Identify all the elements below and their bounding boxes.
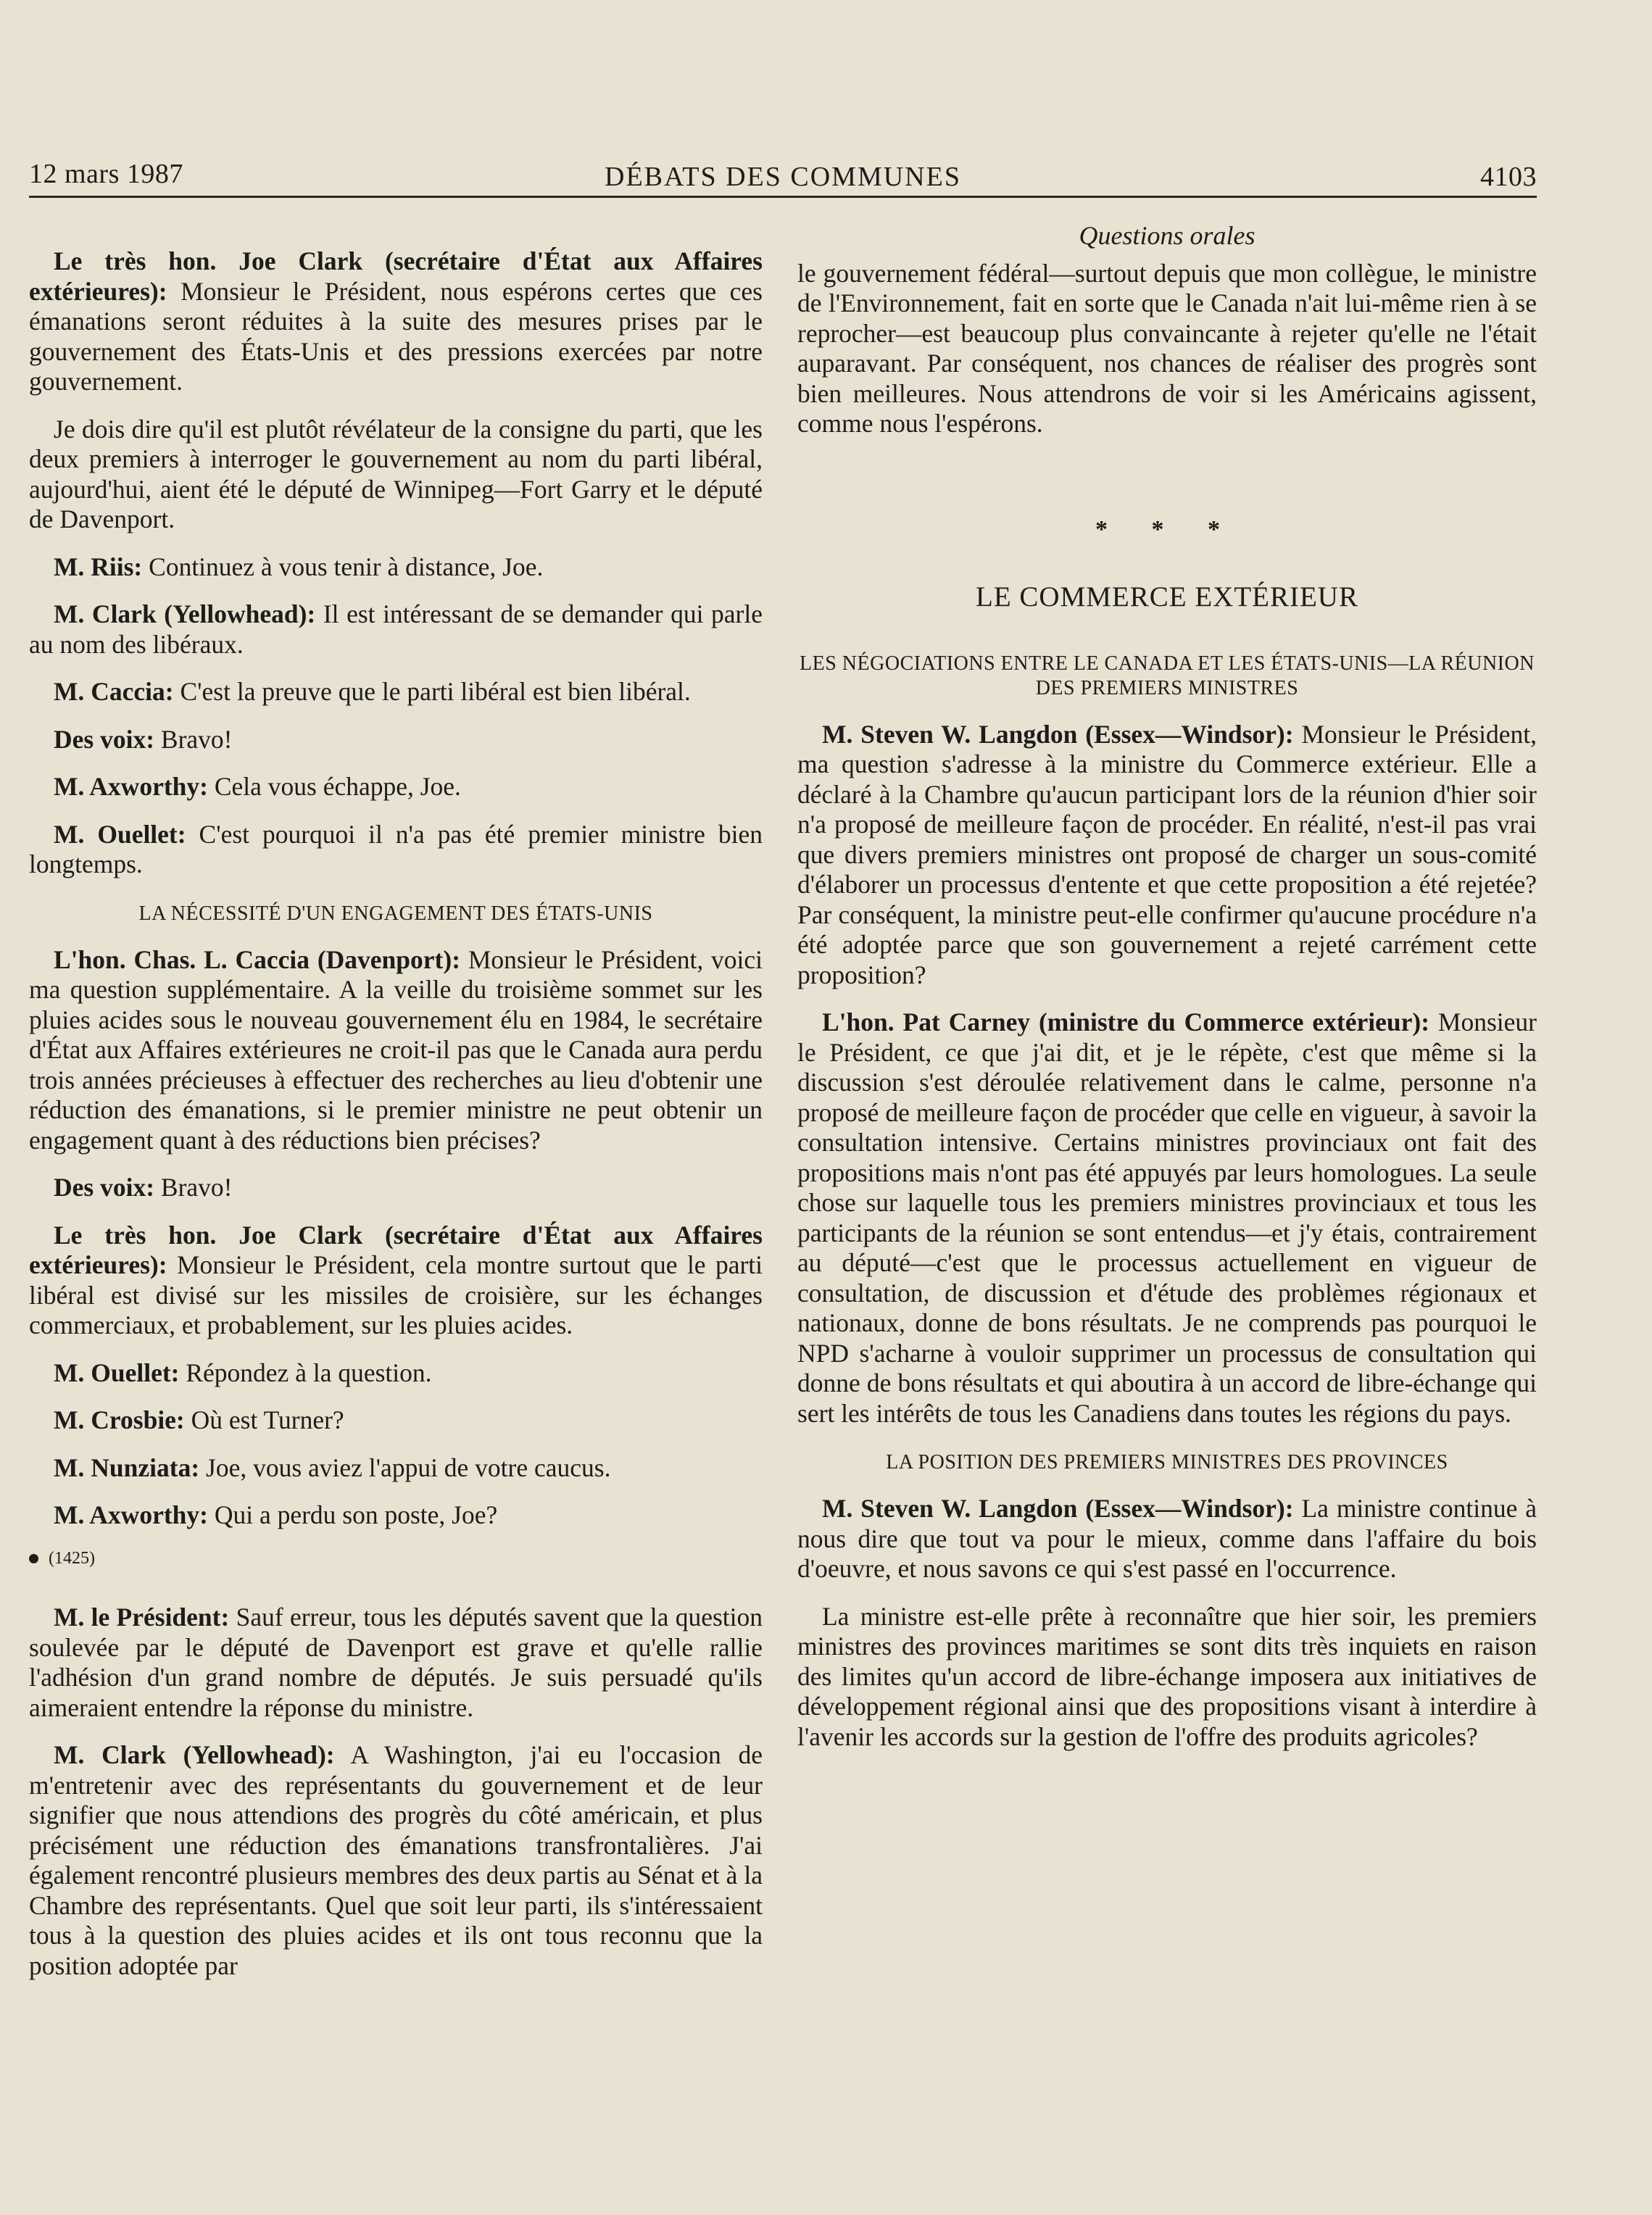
page-number: 4103 (1480, 162, 1537, 192)
subheading: LES NÉGOCIATIONS ENTRE LE CANADA ET LES ÉTATS-UNIS—LA RÉUNION DES PREMIERS MINISTRES (800, 652, 1535, 699)
speaker-name: M. le Président: (54, 1603, 230, 1632)
speech-text: Continuez à vous tenir à distance, Joe. (149, 552, 544, 581)
speaker-name: Le très hon. Joe Clark (secrétaire d'État aux Affaires extérieures): (29, 1220, 763, 1279)
speech-text: Répondez à la question. (186, 1358, 432, 1387)
page-header (29, 158, 1537, 201)
speech-text: Bravo! (160, 1173, 233, 1202)
speech-text: Qui a perdu son poste, Joe? (214, 1500, 498, 1529)
speaker-name: M. Ouellet: (54, 1358, 180, 1387)
speaker-name: M. Axworthy: (54, 772, 208, 801)
page-date: 12 mars 1987 (29, 159, 183, 189)
speaker-name: M. Ouellet: (54, 819, 186, 849)
speech-text: A Washington, j'ai eu l'occasion de m'entretenir avec des représentants du gouvernement et de leur signifier que nous attendions des progrès du côté américain, et plus précisément une réduction des émanations transfrontalières. J'ai également rencontré plusieurs membres des deux partis au Sénat et à la Chambre des représentants. Quel que soit leur parti, ils s'intéressaient tous à la question des pluies acides et ils ont tous reconnu que la position adoptée par (29, 1740, 763, 1980)
continuation-paragraph: le gouvernement fédéral—surtout depuis que mon collègue, le ministre de l'Environnement, fait en sorte que le Canada n'ait lui-même rien à se reprocher—est beaucoup plus convaincante à rejeter qu'elle ne l'était auparavant. Par conséquent, nos chances de réaliser des progrès sont bien meilleures. Nous attendrons de voir si les Américains agissent, comme nous l'espérons. (797, 258, 1537, 438)
time-marker (29, 1544, 763, 1574)
speech-text: Monsieur le Président, voici ma question supplémentaire. A la veille du troisième sommet sur les pluies acides sous le nouveau gouvernement élu en 1984, le secrétaire d'État aux Affaires extérieures ne croit-il pas que le Canada aura perdu trois années précieuses à effectuer des recherches au lieu d'obtenir une réduction des émanations, si le premier ministre ne peut obtenir un engagement quant à des réductions bien précises? (29, 944, 763, 1155)
speaker-name: M. Steven W. Langdon (Essex—Windsor): (822, 719, 1294, 749)
speaker-name: Le très hon. Joe Clark (secrétaire d'État aux Affaires extérieures): (29, 246, 763, 306)
paragraph: La ministre est-elle prête à reconnaître que hier soir, les premiers ministres des provinces maritimes se sont dits très inquiets en raison des limites qu'un accord de libre-échange imposera aux initiatives de développement régional ainsi que des propositions visant à interdire à l'avenir les accords sur la gestion de l'offre des produits agricoles? (797, 1601, 1537, 1751)
subheading: LA POSITION DES PREMIERS MINISTRES DES PROVINCES (886, 1451, 1448, 1474)
speech-text: Cela vous échappe, Joe. (214, 772, 461, 801)
right-column-body (797, 259, 1537, 1753)
speaker-name: M. Axworthy: (54, 1500, 208, 1529)
speaker-name: M. Steven W. Langdon (Essex—Windsor): (822, 1494, 1294, 1523)
speech-paragraph (29, 246, 763, 397)
subheading: LA NÉCESSITÉ D'UN ENGAGEMENT DES ÉTATS-UNIS (138, 902, 653, 925)
speech-text: Bravo! (160, 724, 233, 754)
speech-paragraph (797, 1494, 1537, 1584)
speech-paragraph (29, 1603, 763, 1723)
speaker-name: L'hon. Chas. L. Caccia (Davenport): (54, 944, 461, 974)
speech-paragraph (29, 725, 763, 755)
speaker-name: M. Riis: (54, 552, 143, 581)
section-separator: * * * (1095, 515, 1239, 543)
speech-paragraph (29, 599, 763, 660)
speech-paragraph (29, 820, 763, 880)
speech-paragraph (29, 677, 763, 707)
speaker-name: Des voix: (54, 1173, 155, 1202)
speech-text: Monsieur le Président, ma question s'adresse à la ministre du Commerce extérieur. Elle a déclaré à la Chambre qu'aucun participant lors de la réunion d'hier soir n'a proposé de meilleure façon de procéder. En réalité, n'est-il pas vrai que divers premiers ministres ont proposé de charger un sous-comité d'élaborer un processus d'entente et que cette proposition a été rejetée? Par conséquent, la ministre peut-elle confirmer qu'aucune procédure n'a été adoptée parce que son gouvernement a rejeté carrément cette proposition? (797, 719, 1537, 989)
speech-paragraph (29, 552, 763, 583)
speech-text: C'est la preuve que le parti libéral est bien libéral. (180, 677, 691, 706)
section-title: Questions orales (1079, 221, 1255, 250)
speech-paragraph (29, 1500, 763, 1531)
speech-text: Monsieur le Président, ce que j'ai dit, et je le répète, c'est que même si la discussion s'est déroulée relativement dans le calme, personne n'a proposé de meilleure façon de procéder que celle en vigueur, à savoir la consultation intensive. Certains ministres provinciaux ont fait des propositions mais n'ont pas été appuyés par leurs homologues. La seule chose sur laquelle tous les premiers ministres provinciaux et tous les participants de la réunion se sont entendus—et j'y étais, contrairement au député—c'est que le processus actuellement en vigueur de consultation, de discussion et d'étude des problèmes régionaux et nationaux, donne de bons résultats. Je ne comprends pas pourquoi le NPD s'acharne à vouloir supprimer un processus de consultation qui donne de bons résultats et qui aboutira à un accord de libre-échange qui sert les intérêts de tous les Canadiens dans toutes les régions du pays. (797, 1007, 1537, 1428)
speech-paragraph (797, 720, 1537, 991)
speaker-name: M. Clark (Yellowhead): (54, 1740, 335, 1769)
speech-paragraph (797, 1007, 1537, 1429)
speech-paragraph (29, 1453, 763, 1484)
speech-paragraph (29, 1405, 763, 1436)
header-rule (29, 196, 1537, 198)
speaker-name: M. Nunziata: (54, 1453, 200, 1482)
time-stamp: (1425) (49, 1548, 95, 1568)
speech-text: La ministre continue à nous dire que tout va pour le mieux, comme dans l'affaire du bois d'oeuvre, et nous savons ce qui s'est passé en l'occurrence. (797, 1494, 1537, 1583)
speech-text: Où est Turner? (191, 1405, 344, 1434)
speech-paragraph (29, 945, 763, 1156)
bullet-icon (29, 1554, 38, 1563)
speech-text: Monsieur le Président, cela montre surtout que le parti libéral est divisé sur les missiles de croisière, sur les échanges commerciaux, et probablement, sur les pluies acides. (29, 1250, 763, 1339)
paragraph: Je dois dire qu'il est plutôt révélateur de la consigne du parti, que les deux premiers à interroger le gouvernement au nom du parti libéral, aujourd'hui, aient été le député de Winnipeg—Fort Garry et le député de Davenport. (29, 414, 763, 533)
speech-text: C'est pourquoi il n'a pas été premier ministre bien longtemps. (29, 819, 763, 878)
right-column (797, 221, 1537, 1769)
speaker-name: M. Crosbie: (54, 1405, 185, 1434)
speaker-name: Des voix: (54, 724, 155, 754)
speech-paragraph (29, 1173, 763, 1203)
speech-paragraph (29, 1740, 763, 1981)
speaker-name: L'hon. Pat Carney (ministre du Commerce extérieur): (822, 1007, 1430, 1036)
speech-text: Il est intéressant de se demander qui parle au nom des libéraux. (29, 599, 763, 659)
speech-paragraph (29, 772, 763, 802)
speech-text: Sauf erreur, tous les députés savent que la question soulevée par le député de Davenport est grave et qu'elle rallie l'adhésion d'un grand nombre de députés. Je suis persuadé qu'ils aimeraient entendre la réponse du ministre. (29, 1603, 763, 1722)
speech-text: Monsieur le Président, nous espérons certes que ces émanations seront réduites à la suite des mesures prises par le gouvernement des États-Unis et des pressions exercées par notre gouvernement. (29, 276, 763, 396)
section-heading: LE COMMERCE EXTÉRIEUR (976, 581, 1358, 612)
left-column (29, 246, 763, 1998)
speaker-name: M. Clark (Yellowhead): (54, 599, 316, 628)
speech-paragraph (29, 1358, 763, 1389)
speech-text: Joe, vous aviez l'appui de votre caucus. (206, 1453, 611, 1482)
speech-paragraph (29, 1221, 763, 1341)
publication-title: DÉBATS DES COMMUNES (605, 162, 961, 192)
speaker-name: M. Caccia: (54, 677, 174, 706)
